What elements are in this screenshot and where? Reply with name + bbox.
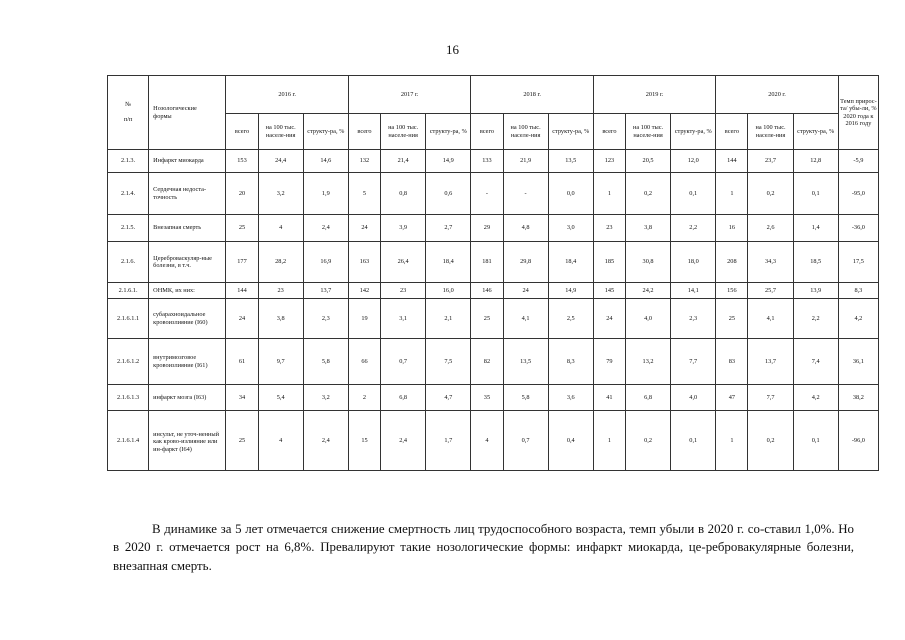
table-cell: 14,9 [426,150,471,173]
table-cell: 156 [716,283,748,299]
row-number: 2.1.6.1.4 [108,411,149,471]
table-cell: 25 [471,299,503,339]
table-cell: 0,6 [426,173,471,215]
row-nosological-form: ОНМК, их них: [149,283,226,299]
header-subcolumn: на 100 тыс. населе-ния [381,114,426,150]
header-subcolumn: всего [593,114,625,150]
header-subcolumn: на 100 тыс. населе-ния [503,114,548,150]
table-cell: 146 [471,283,503,299]
header-subcolumn: на 100 тыс. населе-ния [748,114,793,150]
table-cell: 4 [258,411,303,471]
table-cell: 2,5 [548,299,593,339]
summary-paragraph: В динамике за 5 лет отмечается снижение смертность лиц трудоспособного возраста, темп убыли в 2020 г. со-ставил 1,0%. Но в 2020 г. отмечается рост на 6,8%. Превалируют такие нозологические формы: инфаркт миокарда, це-ребровакулярные болезни, внезапная смерть. [113,522,854,573]
table-cell: 25,7 [748,283,793,299]
table-cell: 13,7 [748,339,793,385]
table-cell: 0,4 [548,411,593,471]
table-cell: 5,4 [258,385,303,411]
row-nosological-form: Цереброваскуляр-ные болезни, в т.ч. [149,242,226,283]
table-row [108,411,879,471]
header-year-2018: 2018 г. [471,76,593,114]
table-cell: 153 [226,150,258,173]
growth-rate-cell: 8,3 [838,283,878,299]
table-cell: 35 [471,385,503,411]
table-cell: 0,7 [381,339,426,385]
table-cell: 13,2 [625,339,670,385]
table-cell: 145 [593,283,625,299]
table-cell: 29,8 [503,242,548,283]
row-nosological-form: инсульт, не уточ-ненный как крово-излияние или ин-фаркт (I64) [149,411,226,471]
growth-rate-cell: 38,2 [838,385,878,411]
table-cell: 18,4 [426,242,471,283]
table-cell: 13,5 [503,339,548,385]
row-number: 2.1.4. [108,173,149,215]
table-cell: 21,9 [503,150,548,173]
table-cell: 4,8 [503,215,548,242]
page-number: 16 [446,42,459,57]
row-nosological-form: Внезапная смерть [149,215,226,242]
header-subcolumn: на 100 тыс. населе-ния [258,114,303,150]
growth-rate-cell: -5,9 [838,150,878,173]
row-nosological-form: субарахноидальное кровоизлияние (I60) [149,299,226,339]
table-cell: 123 [593,150,625,173]
table-cell: 1 [716,411,748,471]
table-cell: 142 [348,283,380,299]
table-row [108,173,879,215]
growth-rate-cell: -95,0 [838,173,878,215]
table-cell: 7,7 [671,339,716,385]
table-cell: 30,8 [625,242,670,283]
table-row [108,215,879,242]
header-subcolumn: структу-ра, % [793,114,838,150]
table-cell: 25 [716,299,748,339]
table-cell: 14,9 [548,283,593,299]
header-year-2020: 2020 г. [716,76,838,114]
growth-rate-cell: 17,5 [838,242,878,283]
table-cell: 18,5 [793,242,838,283]
table-cell: 2,3 [303,299,348,339]
table-cell: 1 [593,411,625,471]
table-cell: 4,1 [748,299,793,339]
table-cell: 4,7 [426,385,471,411]
header-subcolumn: структу-ра, % [426,114,471,150]
header-year-2017: 2017 г. [348,76,470,114]
header-growth-rate: Темп прирос-та/ убы-ли, % 2020 года к 2016 году [838,76,878,150]
table-cell: 2,4 [381,411,426,471]
table-cell: 2,4 [303,411,348,471]
table-cell: 16,9 [303,242,348,283]
table-cell: 12,0 [671,150,716,173]
header-subcolumn: на 100 тыс. населе-ния [625,114,670,150]
table-cell: 0,2 [748,173,793,215]
table-cell: 26,4 [381,242,426,283]
table-cell: 2,6 [748,215,793,242]
table-cell: 34,3 [748,242,793,283]
row-number: 2.1.5. [108,215,149,242]
row-nosological-form: инфаркт мозга (I63) [149,385,226,411]
table-cell: 47 [716,385,748,411]
table-cell: 132 [348,150,380,173]
table-cell: 83 [716,339,748,385]
table-cell: 3,8 [258,299,303,339]
table-cell: 0,2 [748,411,793,471]
table-cell: 2 [348,385,380,411]
table-cell: 13,5 [548,150,593,173]
row-nosological-form: Сердечная недоста-точность [149,173,226,215]
table-cell: 28,2 [258,242,303,283]
header-nosological-forms: Нозологические формы [149,76,226,150]
table-row [108,283,879,299]
table-cell: 7,7 [748,385,793,411]
table-cell: 0,7 [503,411,548,471]
table-cell: 34 [226,385,258,411]
table-cell: 3,0 [548,215,593,242]
table-cell: 1 [716,173,748,215]
table-cell: 4,1 [503,299,548,339]
table-cell: 144 [716,150,748,173]
table-cell: 13,9 [793,283,838,299]
table-cell: 9,7 [258,339,303,385]
table-cell: 0,1 [793,411,838,471]
mortality-table [107,75,879,471]
header-year-2019: 2019 г. [593,76,715,114]
table-cell: 19 [348,299,380,339]
table-cell: 6,8 [381,385,426,411]
table-cell: 20 [226,173,258,215]
table-cell: 208 [716,242,748,283]
table-cell: 25 [226,215,258,242]
growth-rate-cell: -96,0 [838,411,878,471]
table-cell: 18,0 [671,242,716,283]
table-cell: 1,7 [426,411,471,471]
table-cell: 2,3 [671,299,716,339]
table-row [108,385,879,411]
table-cell: 3,6 [548,385,593,411]
row-number: 2.1.6.1. [108,283,149,299]
table-cell: 24 [348,215,380,242]
row-nosological-form: Инфаркт миокарда [149,150,226,173]
table-cell: - [471,173,503,215]
table-cell: 3,9 [381,215,426,242]
table-cell: 2,2 [671,215,716,242]
table-cell: 0,2 [625,173,670,215]
table-cell: 4,0 [671,385,716,411]
table-cell: 133 [471,150,503,173]
table-cell: 2,4 [303,215,348,242]
table-cell: 2,7 [426,215,471,242]
table-row [108,150,879,173]
table-cell: 0,1 [671,411,716,471]
growth-rate-cell: -36,0 [838,215,878,242]
growth-rate-cell: 36,1 [838,339,878,385]
table-cell: 29 [471,215,503,242]
table-cell: 18,4 [548,242,593,283]
table-cell: 20,5 [625,150,670,173]
table-cell: 1,4 [793,215,838,242]
table-cell: 41 [593,385,625,411]
table-cell: 24 [226,299,258,339]
table-cell: 16,0 [426,283,471,299]
table-cell: 7,4 [793,339,838,385]
table-cell: 21,4 [381,150,426,173]
table-cell: 23,7 [748,150,793,173]
growth-rate-cell: 4,2 [838,299,878,339]
table-cell: 66 [348,339,380,385]
table-cell: 144 [226,283,258,299]
header-subcolumn: всего [716,114,748,150]
table-cell: 5,8 [503,385,548,411]
table-cell: 0,1 [793,173,838,215]
header-subcolumn: всего [226,114,258,150]
table-cell: 16 [716,215,748,242]
table-cell: 163 [348,242,380,283]
header-subcolumn: структу-ра, % [548,114,593,150]
table-cell: 23 [258,283,303,299]
table-cell: 1 [593,173,625,215]
table-cell: 2,1 [426,299,471,339]
table-cell: 5,8 [303,339,348,385]
table-cell: 25 [226,411,258,471]
header-subcolumn: структу-ра, % [671,114,716,150]
table-cell: 0,1 [671,173,716,215]
table-cell: 185 [593,242,625,283]
table-cell: 23 [381,283,426,299]
row-number: 2.1.6.1.2 [108,339,149,385]
table-cell: 12,8 [793,150,838,173]
row-number: 2.1.6.1.3 [108,385,149,411]
table-cell: 181 [471,242,503,283]
row-nosological-form: внутримозговое кровоизлияние (I61) [149,339,226,385]
table-cell: - [503,173,548,215]
table-cell: 79 [593,339,625,385]
row-number: 2.1.3. [108,150,149,173]
table-cell: 0,2 [625,411,670,471]
row-number: 2.1.6.1.1 [108,299,149,339]
header-subcolumn: всего [471,114,503,150]
row-number: 2.1.6. [108,242,149,283]
table-cell: 177 [226,242,258,283]
table-cell: 6,8 [625,385,670,411]
table-cell: 61 [226,339,258,385]
table-cell: 15 [348,411,380,471]
table-cell: 2,2 [793,299,838,339]
table-cell: 8,3 [548,339,593,385]
table-row [108,339,879,385]
table-cell: 3,2 [258,173,303,215]
table-row [108,299,879,339]
table-cell: 4,0 [625,299,670,339]
header-year-2016: 2016 г. [226,76,348,114]
header-num: № п/п [108,76,149,150]
table-cell: 1,9 [303,173,348,215]
table-cell: 4 [258,215,303,242]
header-subcolumn: всего [348,114,380,150]
table-cell: 4 [471,411,503,471]
table-cell: 14,1 [671,283,716,299]
table-cell: 24,4 [258,150,303,173]
table-cell: 4,2 [793,385,838,411]
table-cell: 0,8 [381,173,426,215]
table-cell: 3,2 [303,385,348,411]
table-row [108,242,879,283]
table-cell: 24,2 [625,283,670,299]
table-cell: 7,5 [426,339,471,385]
table-cell: 13,7 [303,283,348,299]
header-row-years [108,76,879,114]
table-cell: 23 [593,215,625,242]
table-cell: 82 [471,339,503,385]
table-cell: 0,0 [548,173,593,215]
table-cell: 24 [503,283,548,299]
table-cell: 3,1 [381,299,426,339]
table-cell: 5 [348,173,380,215]
header-subcolumn: структу-ра, % [303,114,348,150]
table-cell: 3,8 [625,215,670,242]
table-cell: 24 [593,299,625,339]
table-cell: 14,6 [303,150,348,173]
